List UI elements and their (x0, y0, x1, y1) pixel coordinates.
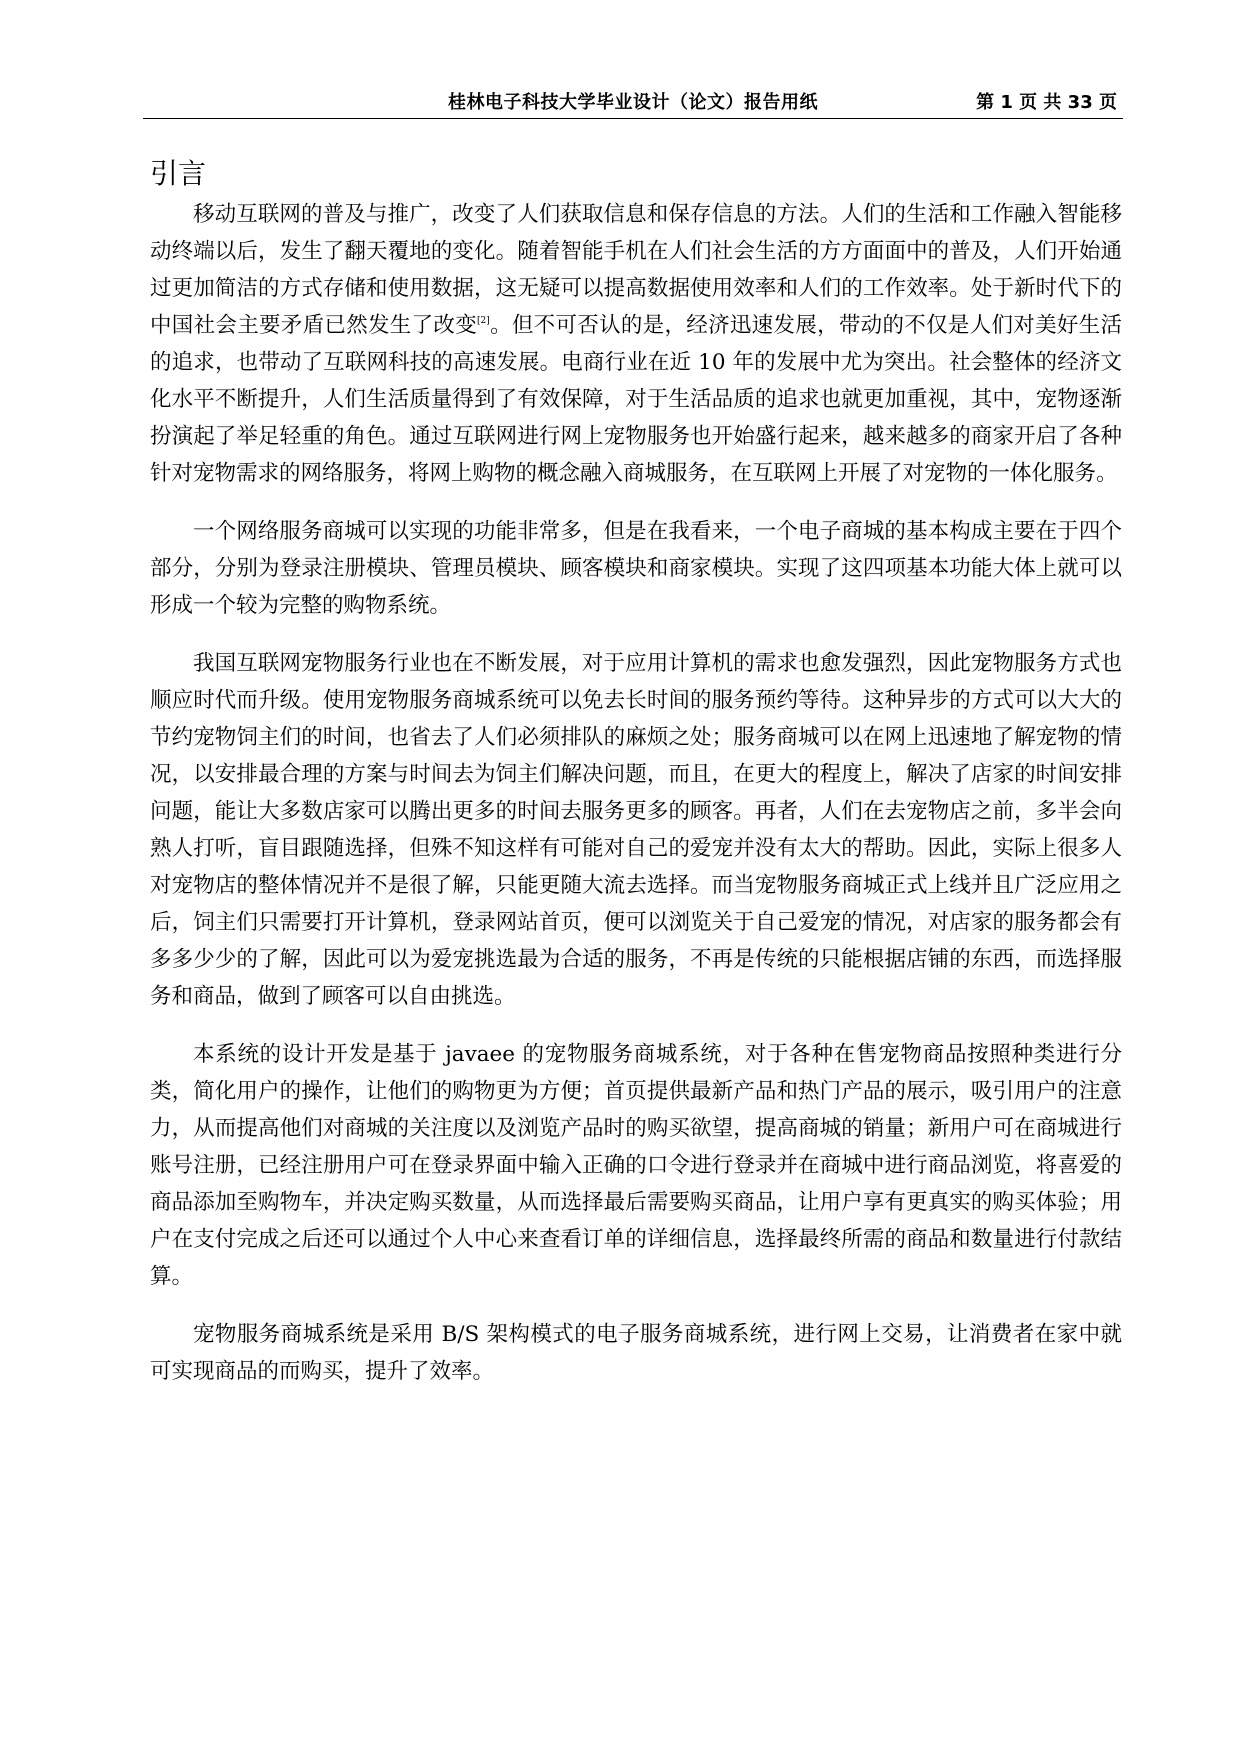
paragraph: 本系统的设计开发是基于 javaee 的宠物服务商城系统，对于各种在售宠物商品按照种类进行分类，简化用户的操作，让他们的购物更为方便；首页提供最新产品和热门产品的展示，吸引用户的注意力，从而提高他们对商城的关注度以及浏览产品时的购买欲望，提高商城的销量；新用户可在商城进行账号注册，已经注册用户可在登录界面中输入正确的口令进行登录并在商城中进行商品浏览，将喜爱的商品添加至购物车，并决定购买数量，从而选择最后需要购买商品，让用户享有更真实的购买体验；用户在支付完成之后还可以通过个人中心来查看订单的详细信息，选择最终所需的商品和数量进行付款结算。 (150, 1042, 1122, 1289)
paragraph: 宠物服务商城系统是采用 B/S 架构模式的电子服务商城系统，进行网上交易，让消费者在家中就可实现商品的而购买，提升了效率。 (150, 1322, 1122, 1384)
paragraph-text: 移动互联网的普及与推广，改变了人们获取信息和保存信息的方法。人们的生活和工作融入智能移动终端以后，发生了翻天覆地的变化。随着智能手机在人们社会生活的方方面面中的普及，人们开始通过更加简洁的方式存储和使用数据，这无疑可以提高数据使用效率和人们的工作效率。处于新时代下的中国社会主要矛盾已然发生了改变 (150, 202, 1122, 338)
paragraph: 我国互联网宠物服务行业也在不断发展，对于应用计算机的需求也愈发强烈，因此宠物服务方式也顺应时代而升级。使用宠物服务商城系统可以免去长时间的服务预约等待。这种异步的方式可以大大的节约宠物饲主们的时间，也省去了人们必须排队的麻烦之处；服务商城可以在网上迅速地了解宠物的情况，以安排最合理的方案与时间去为饲主们解决问题，而且，在更大的程度上，解决了店家的时间安排问题，能让大多数店家可以腾出更多的时间去服务更多的顾客。再者，人们在去宠物店之前，多半会向熟人打听，盲目跟随选择，但殊不知这样有可能对自己的爱宠并没有太大的帮助。因此，实际上很多人对宠物店的整体情况并不是很了解，只能更随大流去选择。而当宠物服务商城正式上线并且广泛应用之后，饲主们只需要打开计算机，登录网站首页，便可以浏览关于自己爱宠的情况，对店家的服务都会有多多少少的了解，因此可以为爱宠挑选最为合适的服务，不再是传统的只能根据店铺的东西，而选择服务和商品，做到了顾客可以自由挑选。 (150, 651, 1122, 1009)
page-number: 第 1 页 共 33 页 (976, 92, 1117, 113)
section-heading: 引言 (150, 157, 207, 190)
paragraph: 一个网络服务商城可以实现的功能非常多，但是在我看来，一个电子商城的基本构成主要在于四个部分，分别为登录注册模块、管理员模块、顾客模块和商家模块。实现了这四项基本功能大体上就可以形成一个较为完整的购物系统。 (150, 519, 1122, 618)
page-header (143, 78, 1123, 119)
header-title: 桂林电子科技大学毕业设计（论文）报告用纸 (448, 92, 818, 113)
body-text (150, 196, 1122, 1411)
paragraph-text: 。但不可否认的是，经济迅速发展，带动的不仅是人们对美好生活的追求，也带动了互联网科技的高速发展。电商行业在近 10 年的发展中尤为突出。社会整体的经济文化水平不断提升，人们生活质量得到了有效保障，对于生活品质的追求也就更加重视，其中，宠物逐渐扮演起了举足轻重的角色。通过互联网进行网上宠物服务也开始盛行起来，越来越多的商家开启了各种针对宠物需求的网络服务，将网上购物的概念融入商城服务，在互联网上开展了对宠物的一体化服务。 (150, 313, 1122, 486)
citation: [2] (477, 316, 490, 326)
paragraph (150, 196, 1122, 492)
